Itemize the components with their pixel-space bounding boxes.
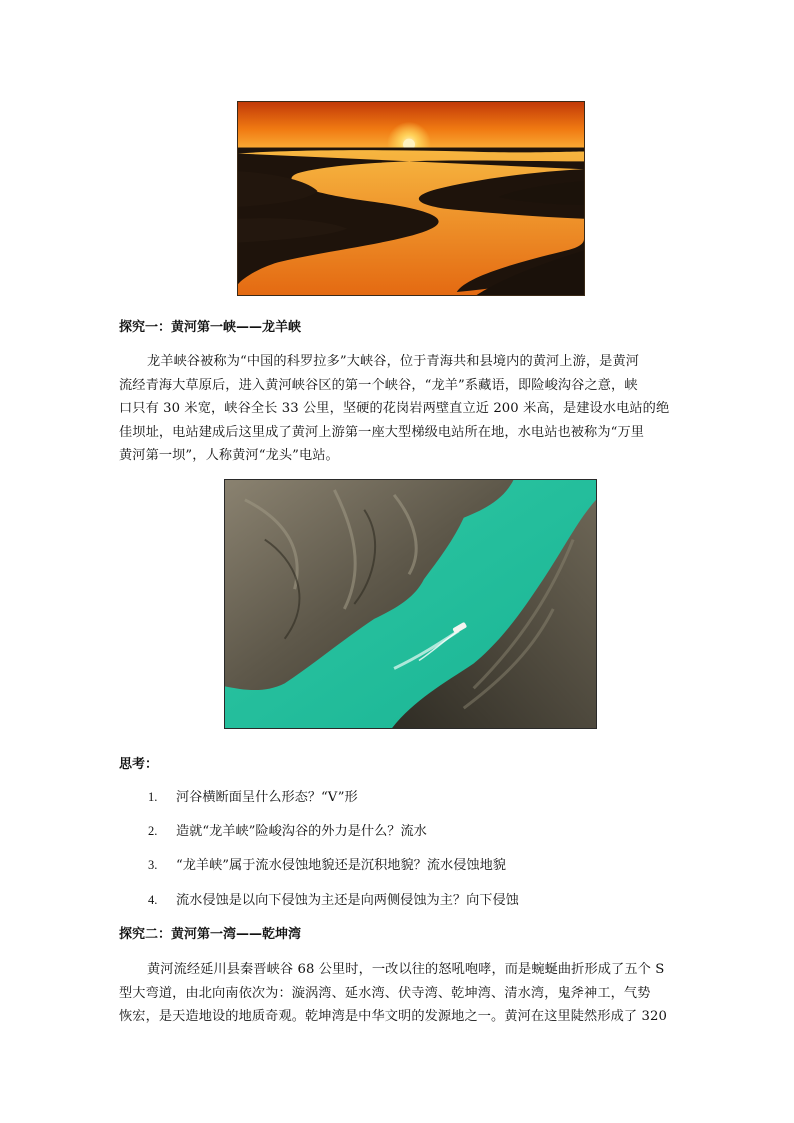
- list-item-number: 3.: [148, 858, 158, 872]
- section1-line-3: 口只有 30 米宽，峡谷全长 33 公里，坚硬的花岗岩两壁直立近 200 米高，是建设水电站的绝: [119, 401, 670, 416]
- section1-paragraph: [119, 350, 679, 468]
- sunset-river-photo: [237, 101, 585, 296]
- list-item-number: 4.: [148, 893, 158, 907]
- section2-line-1: 黄河流经延川县秦晋峡谷 68 公里时，一改以往的怒吼咆哮，而是蜿蜒曲折形成了五个 S: [147, 962, 665, 977]
- section2-line-3: 恢宏，是天造地设的地质奇观。乾坤湾是中华文明的发源地之一。黄河在这里陡然形成了 320: [119, 1009, 667, 1024]
- sunset-river-illustration: [238, 102, 584, 295]
- think-heading: 思考：: [119, 757, 159, 772]
- list-item: [148, 823, 688, 857]
- section1-line-2: 流经青海大草原后，进入黄河峡谷区的第一个峡谷，“龙羊”系藏语，即险峻沟谷之意，峡: [119, 377, 638, 393]
- section2-paragraph: [119, 958, 679, 1029]
- list-item: [148, 857, 688, 892]
- list-item-text: 造就“龙羊峡”险峻沟谷的外力是什么？流水: [176, 824, 427, 839]
- section1-line-4: 佳坝址，电站建成后这里成了黄河上游第一座大型梯级电站所在地，水电站也被称为“万里: [119, 424, 645, 440]
- think-list: [148, 789, 688, 926]
- list-item-text: 流水侵蚀是以向下侵蚀为主还是向两侧侵蚀为主？向下侵蚀: [176, 893, 519, 908]
- section1-line-5: 黄河第一坝”，人称黄河“龙头”电站。: [119, 448, 339, 463]
- list-item-number: 1.: [148, 790, 158, 804]
- section1-heading: 探究一：黄河第一峡——龙羊峡: [119, 320, 302, 335]
- section2-heading: 探究二：黄河第一湾——乾坤湾: [119, 927, 302, 942]
- section1-line-1: 龙羊峡谷被称为“中国的科罗拉多”大峡谷，位于青海共和县境内的黄河上游，是黄河: [147, 354, 640, 369]
- list-item: [148, 789, 688, 823]
- list-item-number: 2.: [148, 824, 158, 838]
- canyon-illustration: [225, 480, 596, 728]
- list-item: [148, 892, 688, 926]
- section2-line-2: 型大弯道，由北向南依次为：漩涡湾、延水湾、伏寺湾、乾坤湾、清水湾，鬼斧神工，气势: [119, 985, 651, 1001]
- green-canyon-river-photo: [224, 479, 597, 729]
- list-item-text: 河谷横断面呈什么形态？“V”形: [176, 790, 358, 805]
- list-item-text: “龙羊峡”属于流水侵蚀地貌还是沉积地貌？流水侵蚀地貌: [176, 858, 506, 873]
